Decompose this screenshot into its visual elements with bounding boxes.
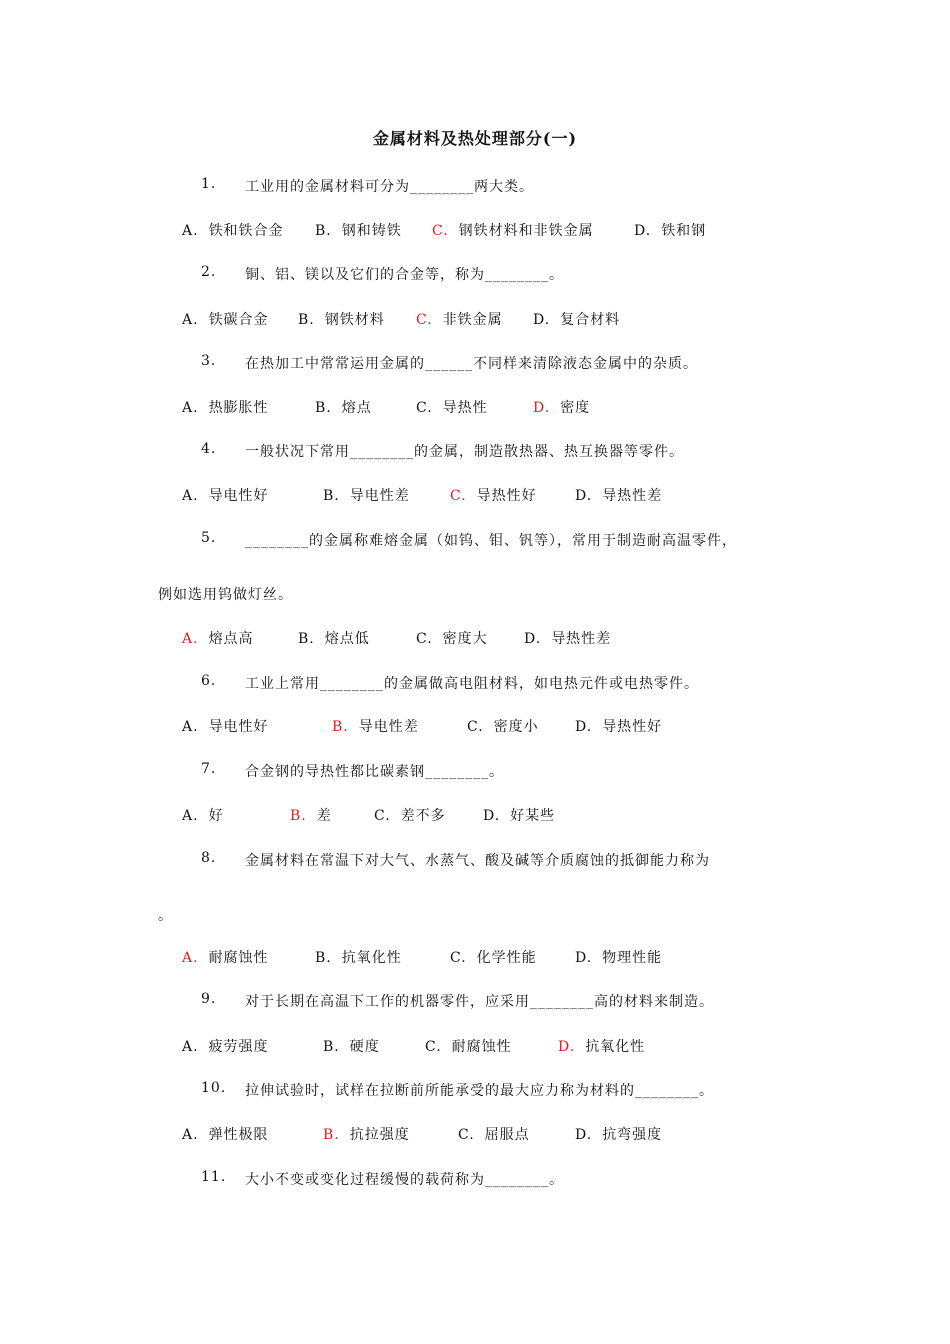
option-letter: C. [416,400,433,416]
option-letter: B. [323,488,340,504]
option-text: 差 [316,808,332,824]
option-text: 密度大 [442,631,488,647]
option-text: 导电性好 [208,488,269,504]
question-number: 3. [201,353,217,369]
option-b[interactable] [323,1124,410,1144]
option-d[interactable] [634,220,706,240]
option-c[interactable] [416,628,488,648]
option-text: 抗氧化性 [585,1039,646,1055]
option-letter: C. [450,488,467,504]
question-text: 金属材料在常温下对大气、水蒸气、酸及碱等介质腐蚀的抵御能力称为 [245,853,710,869]
page-title: 金属材料及热处理部分(一) [372,129,578,148]
option-text: 熔点高 [208,631,254,647]
option-letter: A. [182,312,199,328]
option-b[interactable] [298,628,370,648]
option-d[interactable] [575,485,662,505]
question-text: 对于长期在高温下工作的机器零件，应采用________高的材料来制造。 [245,994,714,1010]
option-text: 复合材料 [560,312,621,328]
option-letter: D. [524,631,542,647]
option-letter: D. [575,950,593,966]
option-b[interactable] [323,1036,380,1056]
option-d[interactable] [533,309,620,329]
option-a[interactable] [182,1124,269,1144]
option-text: 熔点 [341,400,372,416]
option-c[interactable] [425,1036,512,1056]
option-text: 抗拉强度 [349,1127,410,1143]
question-number: 7. [201,761,217,777]
option-letter: B. [323,1127,340,1143]
option-a[interactable] [182,220,284,240]
option-text: 非铁金属 [442,312,503,328]
option-letter: A. [182,400,199,416]
option-letter: D. [558,1039,576,1055]
option-text: 导热性差 [602,488,663,504]
question-number: 6. [201,673,217,689]
option-d[interactable] [575,1124,662,1144]
question-text: 在热加工中常常运用金属的______不同样来清除液态金属中的杂质。 [245,356,698,372]
option-letter: C. [416,631,433,647]
question-number: 4. [201,441,217,457]
option-text: 导热性好 [602,719,663,735]
option-c[interactable] [416,309,503,329]
question-text-continuation: 。 [158,908,173,924]
question-text: 拉伸试验时，试样在拉断前所能承受的最大应力称为材料的________。 [245,1083,714,1099]
option-a[interactable] [182,805,224,825]
option-text: 硬度 [349,1039,380,1055]
option-letter: A. [182,488,199,504]
option-letter: A. [182,808,199,824]
option-text: 密度 [560,400,591,416]
question-text: 铜、铝、镁以及它们的合金等，称为________。 [245,267,564,283]
option-letter: C. [450,950,467,966]
option-d[interactable] [533,397,590,417]
option-letter: A. [182,1127,199,1143]
option-letter: C. [425,1039,442,1055]
option-d[interactable] [575,716,662,736]
option-letter: A. [182,1039,199,1055]
option-d[interactable] [558,1036,645,1056]
option-text: 好 [208,808,224,824]
question-text: 工业用的金属材料可分为________两大类。 [245,179,534,195]
option-letter: B. [298,312,315,328]
option-letter: C. [458,1127,475,1143]
option-letter: D. [483,808,501,824]
question-text-continuation: 例如选用钨做灯丝。 [158,587,293,603]
option-text: 弹性极限 [208,1127,269,1143]
option-letter: B. [323,1039,340,1055]
option-c[interactable] [432,220,594,240]
option-a[interactable] [182,397,269,417]
question-number: 5. [201,530,217,546]
option-text: 耐腐蚀性 [451,1039,512,1055]
option-text: 钢和铸铁 [341,223,402,239]
question-text: 合金钢的导热性都比碳素钢________。 [245,764,504,780]
option-text: 物理性能 [602,950,663,966]
option-letter: B. [315,950,332,966]
question-number: 8. [201,850,217,866]
option-b[interactable] [298,309,385,329]
option-letter: D. [575,1127,593,1143]
option-text: 导电性好 [208,719,269,735]
option-letter: C. [416,312,433,328]
option-d[interactable] [575,947,662,967]
option-letter: D. [634,223,652,239]
option-letter: A. [182,631,199,647]
option-text: 差不多 [400,808,446,824]
option-text: 铁和铁合金 [208,223,284,239]
option-letter: D. [533,400,551,416]
option-b[interactable] [315,220,402,240]
option-b[interactable] [332,716,419,736]
option-text: 热膨胀性 [208,400,269,416]
option-b[interactable] [315,947,402,967]
option-text: 钢铁材料和非铁金属 [458,223,594,239]
question-text: 大小不变或变化过程缓慢的载荷称为________。 [245,1172,564,1188]
option-text: 密度小 [493,719,539,735]
option-text: 熔点低 [324,631,370,647]
option-text: 抗弯强度 [602,1127,663,1143]
option-letter: B. [332,719,349,735]
question-number: 1. [201,176,217,192]
question-text: ________的金属称难熔金属（如钨、钼、钒等），常用于制造耐高温零件， [245,533,737,549]
question-text: 一般状况下常用________的金属，制造散热器、热互换器等零件。 [245,444,684,460]
option-a[interactable] [182,485,269,505]
option-text: 疲劳强度 [208,1039,269,1055]
option-text: 好某些 [510,808,556,824]
question-number: 10. [201,1080,227,1096]
option-text: 屈服点 [484,1127,530,1143]
option-letter: D. [575,488,593,504]
option-text: 导电性差 [358,719,419,735]
option-text: 铁碳合金 [208,312,269,328]
option-a[interactable] [182,947,269,967]
option-a[interactable] [182,628,254,648]
option-letter: B. [298,631,315,647]
option-c[interactable] [450,947,537,967]
option-letter: B. [315,223,332,239]
option-letter: C. [374,808,391,824]
option-c[interactable] [458,1124,530,1144]
option-letter: A. [182,950,199,966]
option-b[interactable] [290,805,332,825]
option-b[interactable] [315,397,372,417]
option-c[interactable] [450,485,537,505]
option-a[interactable] [182,716,269,736]
option-letter: B. [315,400,332,416]
option-a[interactable] [182,1036,269,1056]
option-c[interactable] [416,397,488,417]
question-number: 11. [201,1169,227,1185]
option-text: 导电性差 [349,488,410,504]
option-letter: D. [575,719,593,735]
option-letter: C. [467,719,484,735]
option-d[interactable] [524,628,611,648]
option-d[interactable] [483,805,555,825]
option-text: 抗氧化性 [341,950,402,966]
option-letter: A. [182,223,199,239]
question-number: 9. [201,991,217,1007]
question-text: 工业上常用________的金属做高电阻材料，如电热元件或电热零件。 [245,676,699,692]
option-letter: C. [432,223,449,239]
option-c[interactable] [374,805,446,825]
option-text: 导热性差 [551,631,612,647]
option-letter: D. [533,312,551,328]
option-letter: B. [290,808,307,824]
option-text: 导热性 [442,400,488,416]
option-text: 铁和钢 [661,223,707,239]
option-text: 耐腐蚀性 [208,950,269,966]
option-b[interactable] [323,485,410,505]
option-text: 化学性能 [476,950,537,966]
question-number: 2. [201,264,217,280]
option-letter: A. [182,719,199,735]
option-text: 钢铁材料 [324,312,385,328]
option-c[interactable] [467,716,539,736]
option-a[interactable] [182,309,269,329]
option-text: 导热性好 [476,488,537,504]
